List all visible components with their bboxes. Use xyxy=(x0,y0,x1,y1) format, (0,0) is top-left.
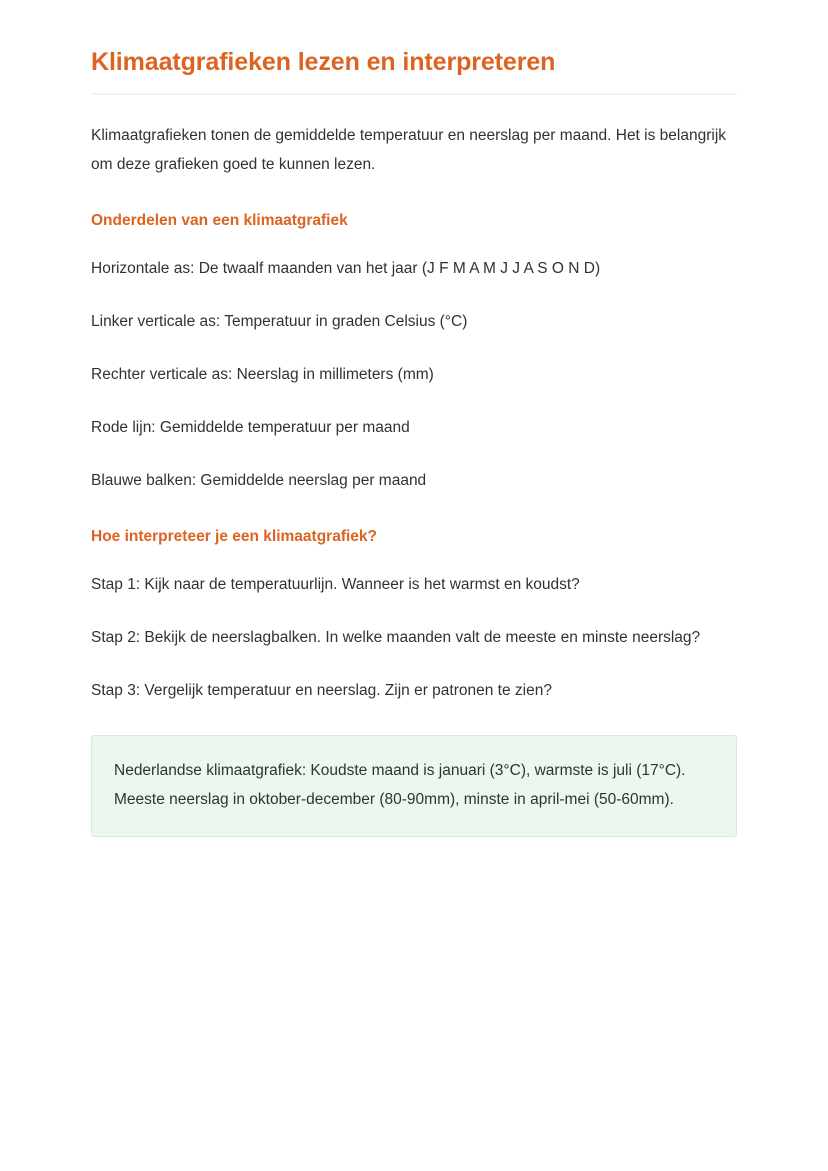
list-item xyxy=(91,307,737,336)
list-item xyxy=(91,254,737,283)
stap-line-2: Stap 2: Bekijk de neerslagbalken. In welke maanden valt de meeste en minste neerslag? xyxy=(91,629,701,646)
section-heading-interpreteren: Hoe interpreteer je een klimaatgrafiek? xyxy=(91,528,378,545)
onderdelen-line-rechter-verticale-as: Rechter verticale as: Neerslag in millimeters (mm) xyxy=(91,366,434,383)
page-title: Klimaatgrafieken lezen en interpreteren xyxy=(91,48,556,76)
onderdelen-list xyxy=(91,254,737,495)
list-item xyxy=(91,570,737,599)
callout-text: Nederlandse klimaatgrafiek: Koudste maand is januari (3°C), warmste is juli (17°C). Meeste neerslag in oktober-december (80-90mm), minste in april-mei (50-60mm). xyxy=(114,762,686,808)
onderdelen-line-horizontale-as: Horizontale as: De twaalf maanden van het jaar (J F M A M J J A S O N D) xyxy=(91,260,601,277)
list-item xyxy=(91,360,737,389)
list-item xyxy=(91,466,737,495)
stap-line-1: Stap 1: Kijk naar de temperatuurlijn. Wanneer is het warmst en koudst? xyxy=(91,576,580,593)
example-callout-box xyxy=(91,735,737,837)
stap-line-3: Stap 3: Vergelijk temperatuur en neerslag. Zijn er patronen te zien? xyxy=(91,682,552,699)
list-item xyxy=(91,623,737,652)
onderdelen-line-rode-lijn: Rode lijn: Gemiddelde temperatuur per maand xyxy=(91,419,410,436)
section-heading-onderdelen: Onderdelen van een klimaatgrafiek xyxy=(91,212,348,229)
list-item xyxy=(91,676,737,705)
title-divider xyxy=(91,93,737,95)
document-content xyxy=(91,45,737,837)
list-item xyxy=(91,413,737,442)
stappen-list xyxy=(91,570,737,705)
intro-paragraph: Klimaatgrafieken tonen de gemiddelde temperatuur en neerslag per maand. Het is belangrijk om deze grafieken goed te kunnen lezen. xyxy=(91,127,727,173)
onderdelen-line-blauwe-balken: Blauwe balken: Gemiddelde neerslag per maand xyxy=(91,472,427,489)
onderdelen-line-linker-verticale-as: Linker verticale as: Temperatuur in graden Celsius (°C) xyxy=(91,313,468,330)
